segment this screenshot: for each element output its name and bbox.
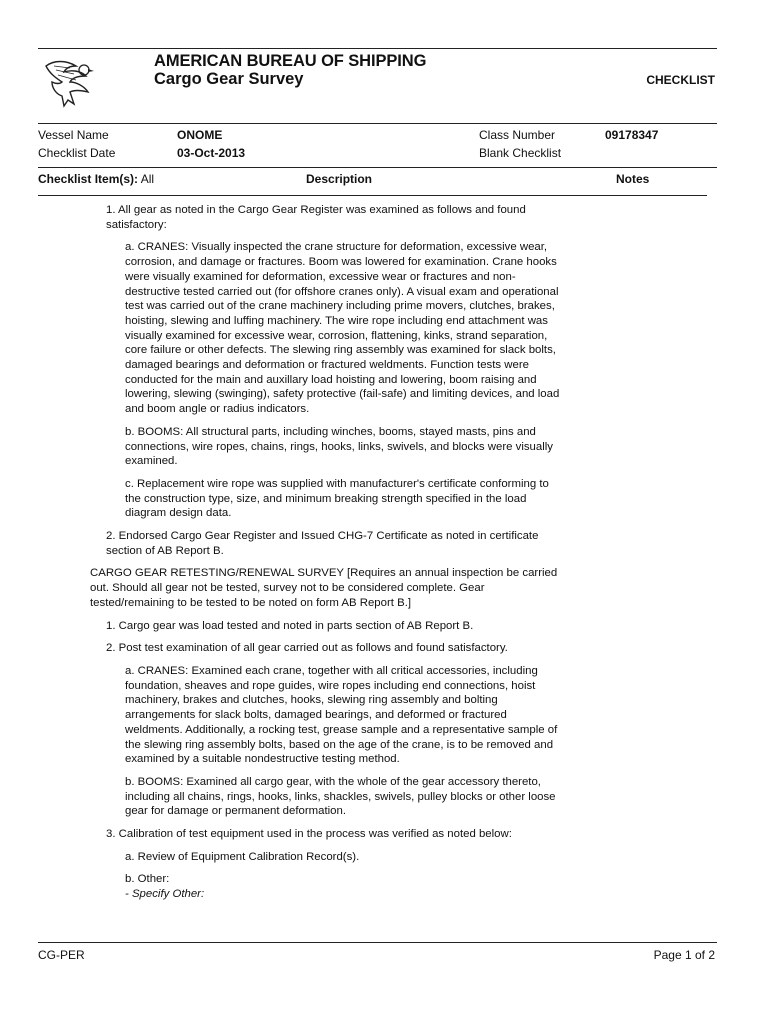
- class-number-label: Class Number: [479, 128, 556, 142]
- blank-checklist-label: Blank Checklist: [479, 146, 562, 160]
- item-1: 1. All gear as noted in the Cargo Gear Register was examined as follows and found satisfactory:: [106, 204, 526, 231]
- organization-name: AMERICAN BUREAU OF SHIPPING: [154, 52, 427, 70]
- document-type: CHECKLIST: [646, 73, 715, 87]
- vessel-name-value: ONOME: [177, 128, 223, 142]
- survey-title: Cargo Gear Survey: [154, 70, 304, 88]
- item-1b-booms: b. BOOMS: All structural parts, including winches, booms, stayed masts, pins and connections, wire ropes, chains, rings, hooks, links, swivels, and blocks were visually examined.: [125, 425, 553, 468]
- checklist-items-value: All: [138, 172, 155, 186]
- notes-header: Notes: [616, 172, 650, 186]
- retest-heading: CARGO GEAR RETESTING/RENEWAL SURVEY [Requires an annual inspection be carried out. Should all gear not be tested, survey not to be considered complete. Gear tested/remaining to be tested to be noted on form AB Report B.]: [90, 567, 558, 609]
- info-rule: [38, 167, 717, 168]
- class-number-value: 09178347: [605, 128, 659, 142]
- checklist-items-header: [38, 172, 154, 186]
- retest-item-2b-booms: b. BOOMS: Examined all cargo gear, with the whole of the gear accessory thereto, including all chains, rings, hooks, links, shackles, swivels, pulley blocks or other loose gear for damage or permanent deformation.: [125, 775, 556, 818]
- item-1a-cranes: a. CRANES: Visually inspected the crane structure for deformation, excessive wear, corrosion, and damage or fractures. Boom was lowered for examination. Crane hooks were visually examined for deformation, excessive wear or fractures and non-destructive tested carried out (for offshore cranes only). A visual exam and operational test was carried out of the crane machinery including prime movers, clutches, brakes, hoisting, slewing and luffing machinery. The wire rope including end attachment was visually examined for excessive wear, corrosion, flattening, kinks, strand separation, core failure or other defects. The slewing ring assembly was examined for slack bolts, damaged bearings and deformation or fractured weldments. Function tests were conducted for the main and auxillary load hoisting and lowering, boom raising and lowering, slewing (swinging), safety protective (fail-safe) and limiting devices, and load and boom angle or radius indicators.: [125, 241, 560, 416]
- retest-item-3a: a. Review of Equipment Calibration Record(s).: [125, 850, 360, 863]
- retest-item-1: 1. Cargo gear was load tested and noted in parts section of AB Report B.: [106, 619, 474, 632]
- retest-item-2: 2. Post test examination of all gear carried out as follows and found satisfactory.: [106, 642, 508, 655]
- retest-item-3b-specify: - Specify Other:: [125, 888, 205, 901]
- checklist-body: [90, 203, 560, 902]
- column-header-rule: [38, 195, 707, 196]
- page-number: Page 1 of 2: [653, 948, 715, 962]
- description-header: Description: [306, 172, 373, 186]
- checklist-date-value: 03-Oct-2013: [177, 146, 246, 160]
- top-rule: [38, 48, 717, 49]
- retest-item-2a-cranes: a. CRANES: Examined each crane, together with all critical accessories, including foundation, sheaves and rope guides, wire ropes including end connections, hoist machinery, brakes and clutches, hooks, slewing ring assembly and bolting arrangements for slack bolts, damaged bearings, and deformed or fractured weldments. Additionally, a rocking test, grease sample and a representative sample of the slewing ring assembly bolts, based on the age of the crane, is to be removed and examined by a suitable nondestructive testing method.: [125, 664, 558, 766]
- item-2: 2. Endorsed Cargo Gear Register and Issued CHG-7 Certificate as noted in certificate section of AB Report B.: [106, 530, 539, 557]
- form-code: CG-PER: [38, 948, 85, 962]
- footer-rule: [38, 942, 717, 943]
- retest-item-3: 3. Calibration of test equipment used in the process was verified as noted below:: [106, 828, 512, 841]
- vessel-name-label: Vessel Name: [38, 128, 109, 142]
- abs-eagle-logo-icon: [40, 56, 96, 110]
- item-1c-wire-rope: c. Replacement wire rope was supplied with manufacturer's certificate conforming to the construction type, size, and minimum breaking strength specified in the load diagram design data.: [125, 477, 549, 520]
- checklist-items-label: Checklist Item(s):: [38, 172, 139, 186]
- retest-item-3b: b. Other:: [125, 873, 170, 886]
- checklist-date-label: Checklist Date: [38, 146, 116, 160]
- header-rule: [38, 123, 717, 124]
